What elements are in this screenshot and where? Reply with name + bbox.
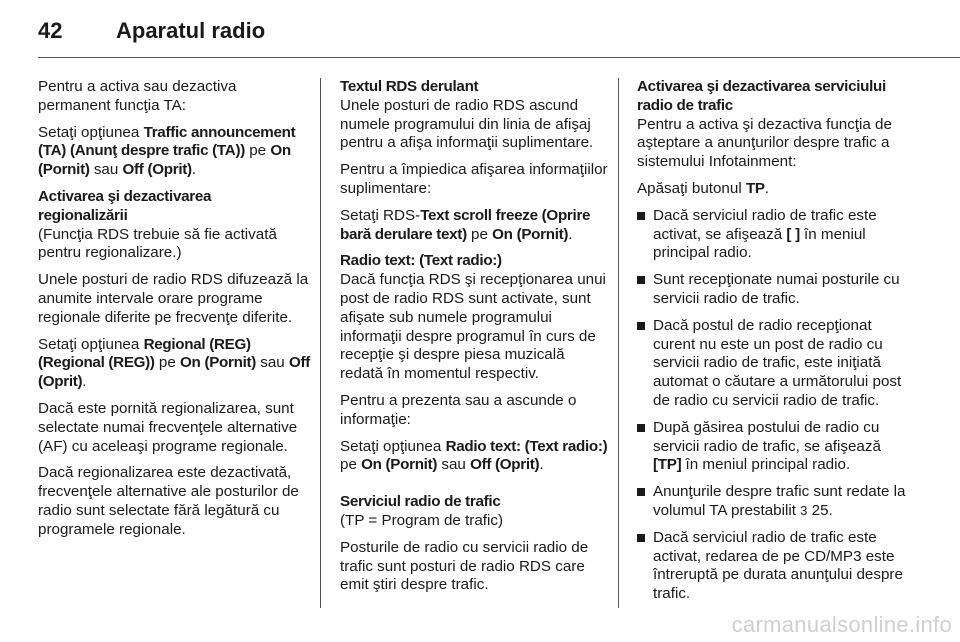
- text: pe: [466, 225, 493, 243]
- paragraph: [340, 438, 610, 476]
- display-symbol: [ ]: [786, 225, 800, 243]
- text: .: [82, 373, 87, 391]
- text: Setaţi opţiunea: [340, 437, 446, 455]
- paragraph: Unele posturi de radio RDS ascund numele programului din linia de afişaj pentru a afişa informaţii suplimentare.: [340, 96, 594, 152]
- text: Sunt recepţionate numai posturile cu servicii radio de trafic.: [653, 271, 900, 307]
- text: .: [539, 456, 544, 474]
- menu-option: Traffic announcement (TA) (Anunţ despre trafic (TA)): [38, 123, 296, 160]
- column-divider-2: [618, 78, 619, 608]
- paragraph: (TP = Program de trafic): [340, 511, 504, 529]
- heading-line: regionalizării: [38, 206, 128, 224]
- text: Dacă serviciul radio de trafic este activat, redarea de pe CD/MP3 este întreruptă pe durata anunţului despre trafic.: [653, 528, 903, 603]
- bullet-icon: [637, 424, 645, 432]
- paragraph: (Funcţia RDS trebuie să fie activată pentru regionalizare.): [38, 225, 277, 262]
- text: Dacă postul de radio recepţionat curent nu este un post de radio cu servicii radio de trafic, este iniţiată automat o căutare a următorului post de radio cu servicii radio de trafic.: [653, 316, 902, 409]
- list-item: [637, 317, 909, 411]
- page-title: Aparatul radio: [116, 18, 266, 43]
- text: pe: [244, 142, 271, 160]
- bullet-icon: [637, 276, 645, 284]
- bullet-icon: [637, 488, 645, 496]
- paragraph: [637, 180, 909, 199]
- header-divider: [38, 57, 960, 58]
- text: pe: [340, 456, 362, 474]
- column-2: [340, 78, 610, 603]
- button-name: TP: [745, 179, 765, 197]
- menu-option: On (Pornit): [361, 456, 438, 474]
- list-item: [637, 419, 909, 475]
- section-heading: Activarea şi dezactivarea serviciului radio de trafic: [637, 78, 886, 114]
- menu-option: On (Pornit): [38, 142, 291, 179]
- section-heading: Textul RDS derulant: [340, 78, 479, 95]
- text: sau: [437, 456, 471, 474]
- paragraph: Unele posturi de radio RDS difuzează la anumite intervale orare programe regionale diferite pe frecvenţe diferite.: [38, 271, 309, 326]
- paragraph: Pentru a împiedica afişarea informaţiilor suplimentare:: [340, 161, 608, 197]
- text: sau: [256, 354, 289, 372]
- paragraph: [38, 336, 310, 392]
- column-3: [637, 78, 909, 612]
- list-item: [637, 483, 909, 521]
- bullet-icon: [637, 212, 645, 220]
- text: Anunţurile despre trafic sunt redate la volumul TA prestabilit: [653, 483, 906, 519]
- text: în meniul principal radio.: [653, 225, 866, 262]
- bullet-icon: [637, 322, 645, 330]
- text: Apăsaţi butonul: [637, 179, 746, 197]
- paragraph: Dacă este pornită regionalizarea, sunt selectate numai frecvenţele alternative (AF) cu aceleaşi programe regionale.: [38, 399, 298, 455]
- menu-option: On (Pornit): [492, 225, 569, 243]
- menu-option: On (Pornit): [180, 354, 257, 372]
- paragraph: Dacă regionalizarea este dezactivată, frecvenţele alternative ale posturilor de radio sunt selectate fără legătură cu programele regionale.: [38, 464, 299, 538]
- text: .: [191, 161, 197, 179]
- text: 25.: [807, 501, 833, 519]
- text: sau: [89, 161, 123, 179]
- text: .: [764, 179, 769, 197]
- text: Dacă serviciul radio de trafic este activat, se afişează: [653, 206, 877, 243]
- bullet-icon: [637, 534, 645, 542]
- menu-option: Regional (REG) (Regional (REG)): [38, 335, 251, 372]
- section-heading: [38, 188, 310, 226]
- menu-option: Off (Oprit): [38, 354, 311, 391]
- paragraph: Pentru a activa sau dezactiva permanent funcţia TA:: [38, 78, 237, 114]
- paragraph: [38, 124, 310, 180]
- bullet-list: [637, 207, 909, 604]
- list-item: [637, 207, 909, 263]
- page-number: 42: [38, 18, 63, 43]
- list-item: [637, 271, 909, 309]
- display-symbol: [TP]: [653, 456, 682, 474]
- list-item: [637, 529, 909, 604]
- page-reference-arrow-icon: 3: [800, 502, 808, 518]
- text: pe: [154, 354, 181, 372]
- text: Setaţi opţiunea: [38, 335, 144, 353]
- text: După găsirea postului de radio cu servicii radio de trafic, se afişează: [653, 418, 881, 455]
- menu-option: Off (Oprit): [122, 161, 192, 179]
- paragraph: Dacă funcţia RDS şi recepţionarea unui post de radio RDS sunt activate, sunt afişate sub numele programului informaţii despre programul în curs de recepţie şi despre piesa muzicală redată în momentul respectiv.: [340, 271, 606, 383]
- menu-option: Off (Oprit): [470, 456, 540, 474]
- paragraph: Posturile de radio cu servicii radio de trafic sunt posturi de radio RDS care emit ştiri despre trafic.: [340, 538, 589, 594]
- text: Setaţi RDS-: [340, 206, 421, 224]
- watermark: carmanualsonline.info: [731, 612, 952, 637]
- paragraph: [340, 207, 610, 245]
- column-1: [38, 78, 310, 548]
- text: Setaţi opţiunea: [38, 123, 144, 141]
- paragraph: Pentru a prezenta sau a ascunde o informaţie:: [340, 391, 577, 428]
- spacer: [340, 483, 610, 493]
- section-heading: Radio text: (Text radio:): [340, 252, 502, 270]
- text: .: [568, 225, 573, 243]
- menu-option: Radio text: (Text radio:): [445, 437, 608, 455]
- menu-option: Text scroll freeze (Oprire bară derulare text): [340, 206, 591, 243]
- section-heading: Serviciul radio de trafic: [340, 493, 501, 511]
- heading-line: Activarea şi dezactivarea: [38, 187, 212, 205]
- paragraph: Pentru a activa şi dezactiva funcţia de aşteptare a anunţurilor despre trafic a sistemului Infotainment:: [637, 115, 892, 171]
- text: în meniul principal radio.: [681, 456, 851, 474]
- column-divider-1: [320, 78, 321, 608]
